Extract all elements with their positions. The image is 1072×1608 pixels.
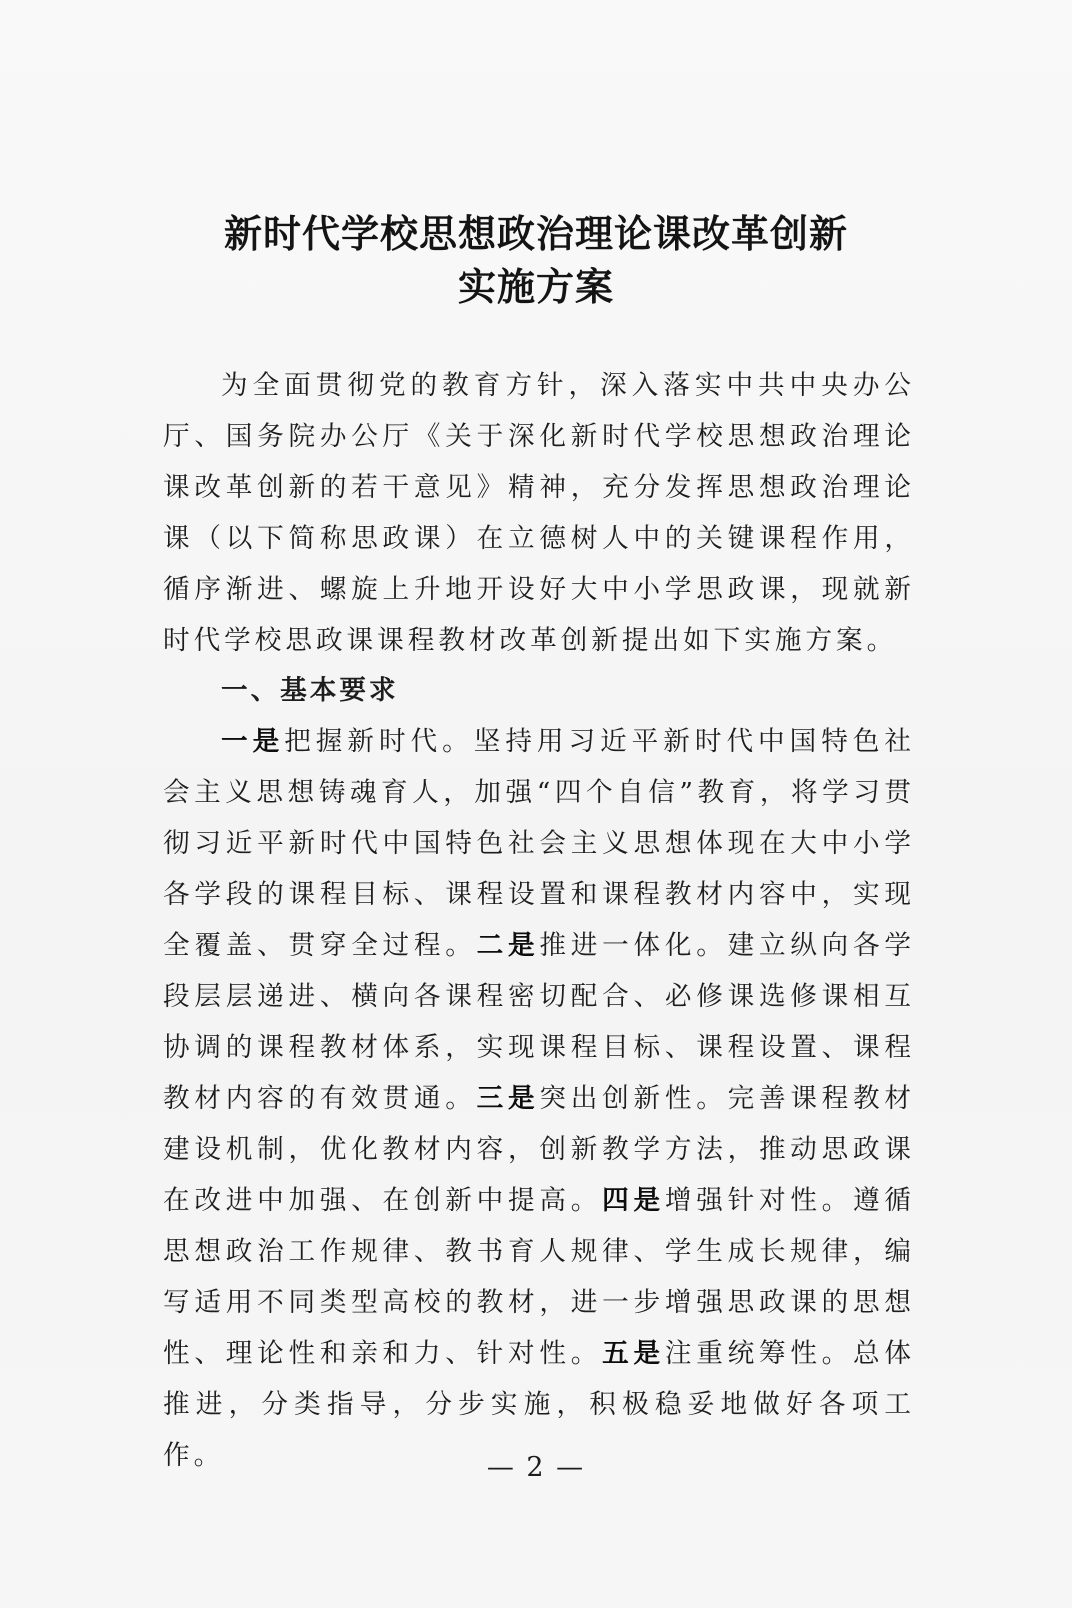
requirements-paragraph bbox=[163, 716, 915, 1481]
requirement-3-text: 突出创新性。完善课程教材建设机制，优化教材内容，创新教学方法，推动思政课在改进中加强、在创新中提高。 bbox=[163, 1083, 916, 1216]
page-number: — 2 — bbox=[486, 1452, 586, 1483]
requirement-5-label: 五是 bbox=[602, 1338, 665, 1369]
document-title-line1: 新时代学校思想政治理论课改革创新 bbox=[223, 211, 848, 256]
requirement-1-label: 一是 bbox=[221, 726, 285, 757]
intro-paragraph: 为全面贯彻党的教育方针，深入落实中共中央办公厅、国务院办公厅《关于深化新时代学校思想政治理论课改革创新的若干意见》精神，充分发挥思想政治理论课（以下简称思政课）在立德树人中的关键课程作用，循序渐进、螺旋上升地开设好大中小学思政课，现就新时代学校思政课课程教材改革创新提出如下实施方案。 bbox=[163, 370, 915, 656]
requirement-5-text: 注重统筹性。总体推进，分类指导，分步实施，积极稳妥地做好各项工作。 bbox=[163, 1338, 916, 1471]
requirement-4-text: 增强针对性。遵循思想政治工作规律、教书育人规律、学生成长规律，编写适用不同类型高校的教材，进一步增强思政课的思想性、理论性和亲和力、针对性。 bbox=[163, 1185, 916, 1369]
requirement-1-text: 把握新时代。坚持用习近平新时代中国特色社会主义思想铸魂育人，加强“四个自信”教育，将学习贯彻习近平新时代中国特色社会主义思想体现在大中小学各学段的课程目标、课程设置和课程教材内容中，实现全覆盖、贯穿全过程。 bbox=[163, 726, 916, 961]
requirement-2-text: 推进一体化。建立纵向各学段层层递进、横向各课程密切配合、必修课选修课相互协调的课程教材体系，实现课程目标、课程设置、课程教材内容的有效贯通。 bbox=[163, 930, 916, 1114]
section-heading-basic-requirements: 一、基本要求 bbox=[221, 675, 399, 706]
requirement-2-label: 二是 bbox=[476, 930, 540, 961]
requirement-3-label: 三是 bbox=[476, 1083, 540, 1114]
document-title-line2: 实施方案 bbox=[457, 264, 614, 309]
requirement-4-label: 四是 bbox=[602, 1185, 665, 1216]
